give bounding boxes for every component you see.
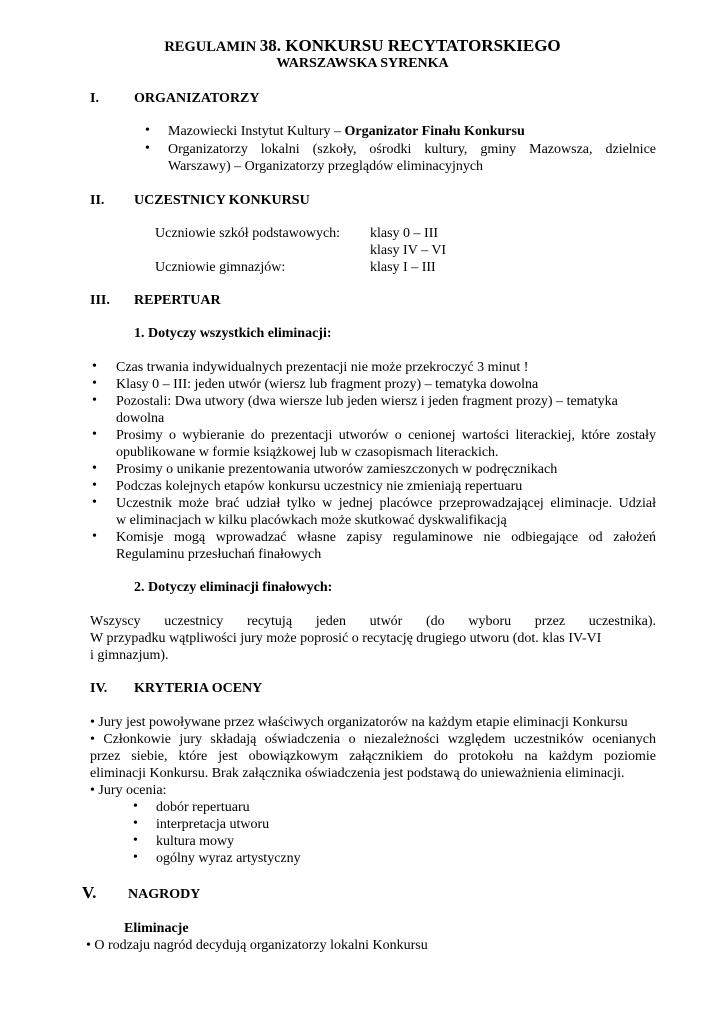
bullet-icon: • — [92, 461, 97, 476]
finals-paragraph-line-2: W przypadku wątpliwości jury może poprosić o recytację drugiego utworu (dot. klas IV-VI — [90, 631, 602, 646]
repertoire-rule-2: Klasy 0 – III: jeden utwór (wiersz lub fragment prozy) – tematyka dowolna — [116, 377, 539, 392]
participants-primary-grades-1: klasy 0 – III — [370, 226, 439, 241]
section-3-number: III. — [90, 293, 110, 308]
repertoire-subheading-1: 1. Dotyczy wszystkich eliminacji: — [134, 326, 332, 341]
jury-rule-2-line-1: • Członkowie jury składają oświadczenia o niezależności względem uczestników ocenianych — [90, 732, 656, 747]
jury-rule-3: • Jury ocenia: — [90, 783, 167, 798]
bullet-icon: • — [133, 799, 138, 814]
repertoire-rule-7-line-2: w eliminacjach w kilku placówkach może skutkować dyskwalifikacją — [116, 513, 507, 528]
bullet-icon: • — [92, 478, 97, 493]
repertoire-rule-7-line-1: Uczestnik może brać udział tylko w jednej placówce przeprowadzającej eliminacje. Udział — [116, 496, 656, 511]
section-1-number: I. — [90, 91, 99, 106]
repertoire-rule-6: Podczas kolejnych etapów konkursu uczestnicy nie zmieniają repertuaru — [116, 479, 523, 494]
bullet-icon: • — [92, 495, 97, 510]
jury-rule-1: • Jury jest powoływane przez właściwych organizatorów na każdym etapie eliminacji Konkursu — [90, 715, 628, 730]
finals-paragraph-line-1: Wszyscy uczestnicy recytują jeden utwór (do wyboru przez uczestnika). — [90, 614, 656, 629]
org-item-1-role: Organizator Finału Konkursu — [344, 124, 525, 139]
participants-primary-label: Uczniowie szkół podstawowych: — [155, 226, 341, 241]
bullet-icon: • — [145, 141, 150, 156]
repertoire-rule-8-line-1: Komisje mogą wprowadzać własne zapisy regulaminowe nie odbiegające od założeń — [116, 530, 656, 545]
criteria-item-4: ogólny wyraz artystyczny — [156, 851, 301, 866]
section-2-heading: UCZESTNICY KONKURSU — [134, 193, 310, 208]
criteria-item-3: kultura mowy — [156, 834, 235, 849]
repertoire-rule-1: Czas trwania indywidualnych prezentacji nie może przekroczyć 3 minut ! — [116, 360, 529, 375]
repertoire-rule-3-line-2: dowolna — [116, 411, 165, 426]
criteria-item-1: dobór repertuaru — [156, 800, 250, 815]
section-1-heading: ORGANIZATORZY — [134, 91, 260, 106]
bullet-icon: • — [133, 816, 138, 831]
participants-gymnasium-label: Uczniowie gimnazjów: — [155, 260, 286, 275]
awards-subheading: Eliminacje — [124, 921, 189, 936]
repertoire-rule-4-line-1: Prosimy o wybieranie do prezentacji utworów o cenionej wartości literackiej, które zostały — [116, 428, 656, 443]
org-item-1 — [168, 123, 525, 140]
org-item-2-line-1: Organizatorzy lokalni (szkoły, ośrodki kultury, gminy Mazowsza, dzielnice — [168, 142, 656, 157]
org-item-2-line-2: Warszawy) – Organizatorzy przeglądów eliminacyjnych — [168, 159, 484, 174]
page-subtitle: WARSZAWSKA SYRENKA — [276, 56, 449, 71]
participants-primary-grades-2: klasy IV – VI — [370, 243, 447, 258]
criteria-item-2: interpretacja utworu — [156, 817, 270, 832]
org-item-1-text: Mazowiecki Instytut Kultury – — [168, 124, 345, 139]
awards-rule-1: • O rodzaju nagród decydują organizatorzy lokalni Konkursu — [86, 938, 428, 953]
section-4-heading: KRYTERIA OCENY — [134, 681, 263, 696]
finals-paragraph-line-3: i gimnazjum). — [90, 648, 169, 663]
bullet-icon: • — [92, 427, 97, 442]
page-title — [0, 37, 725, 56]
title-prefix: REGULAMIN — [164, 39, 257, 55]
section-3-heading: REPERTUAR — [134, 293, 221, 308]
bullet-icon: • — [145, 123, 150, 138]
bullet-icon: • — [133, 850, 138, 865]
bullet-icon: • — [92, 393, 97, 408]
bullet-icon: • — [133, 833, 138, 848]
section-4-number: IV. — [90, 681, 108, 696]
section-2-number: II. — [90, 193, 105, 208]
jury-rule-2-line-2: przez siebie, które jest obowiązkowym załącznikiem do protokołu na każdym poziomie — [90, 749, 656, 764]
repertoire-rule-4-line-2: opublikowane w formie książkowej lub w czasopismach literackich. — [116, 445, 499, 460]
section-5-number: V. — [82, 883, 97, 902]
jury-rule-2-line-3: eliminacji Konkursu. Brak załącznika oświadczenia jest podstawą do unieważnienia eliminacji. — [90, 766, 625, 781]
bullet-icon: • — [92, 529, 97, 544]
section-5-heading: NAGRODY — [128, 887, 201, 902]
repertoire-rule-3-line-1: Pozostali: Dwa utwory (dwa wiersze lub jeden wiersz i jeden fragment prozy) – tematyka — [116, 394, 618, 409]
repertoire-subheading-2: 2. Dotyczy eliminacji finałowych: — [134, 580, 333, 595]
bullet-icon: • — [92, 376, 97, 391]
repertoire-rule-8-line-2: Regulaminu przesłuchań finałowych — [116, 547, 322, 562]
repertoire-rule-5: Prosimy o unikanie prezentowania utworów zamieszczonych w podręcznikach — [116, 462, 558, 477]
title-main: 38. KONKURSU RECYTATORSKIEGO — [259, 36, 561, 55]
bullet-icon: • — [92, 359, 97, 374]
participants-gymnasium-grades: klasy I – III — [370, 260, 436, 275]
